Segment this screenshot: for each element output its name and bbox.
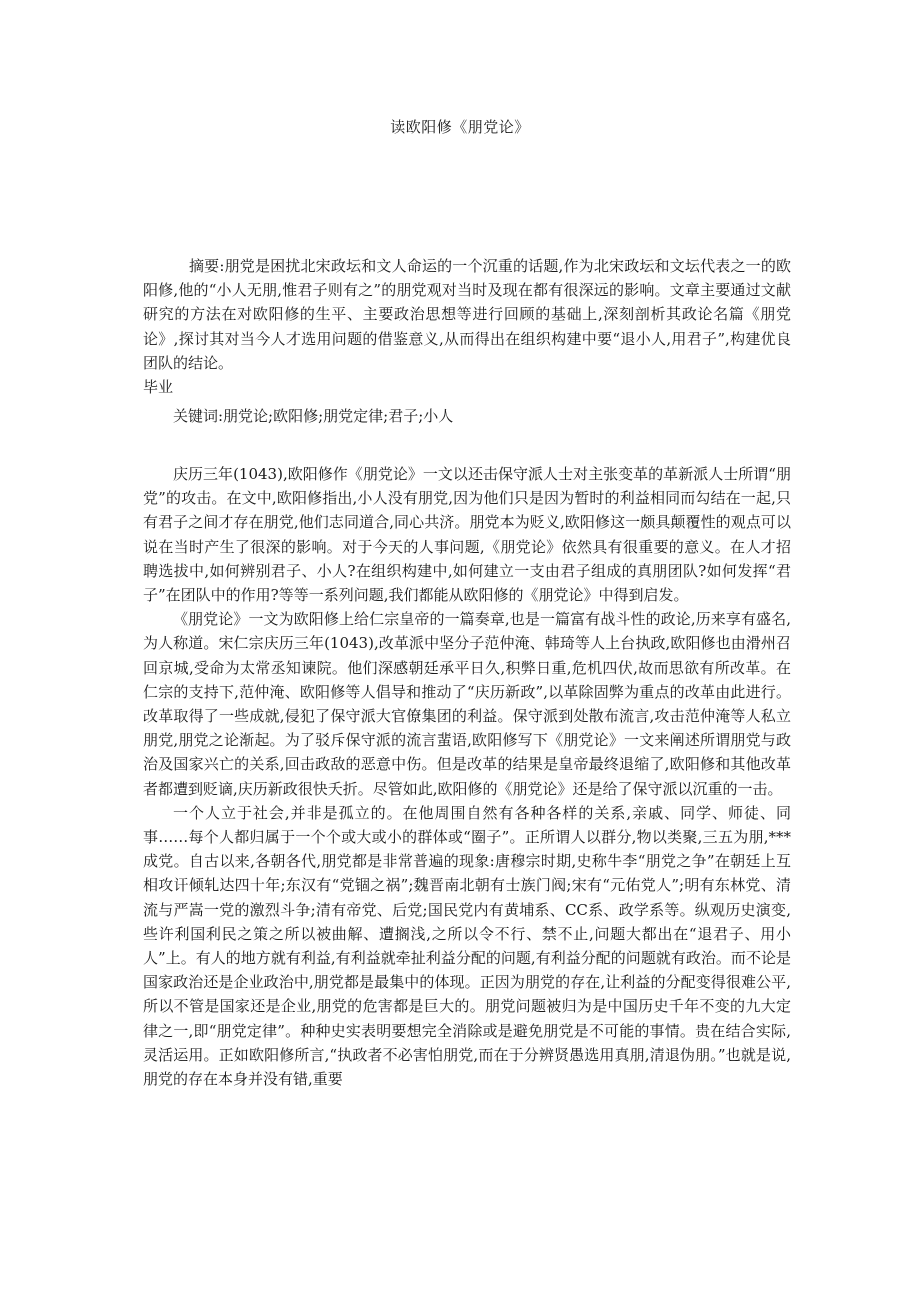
abstract-section	[143, 254, 791, 428]
body-paragraph-3: 一个人立于社会,并非是孤立的。在他周围自然有各种各样的关系,亲戚、同学、师徒、同事……每个人都归属于一个个或大或小的群体或“圈子”。正所谓人以群分,物以类聚,三五为朋,***成党。自古以来,各朝各代,朋党都是非常普遍的现象:唐穆宗时期,史称牛李“朋党之争”在朝廷上互相攻讦倾轧达四十年;东汉有“党锢之祸”;魏晋南北朝有士族门阀;宋有“元佑党人”;明有东林党、清流与严嵩一党的激烈斗争;清有帝党、后党;国民党内有黄埔系、CC系、政学系等。纵观历史演变,些许利国利民之策之所以被曲解、遭搁浅,之所以令不行、禁不止,问题大都出在“退君子、用小人”上。有人的地方就有利益,有利益就牵扯利益分配的问题,有利益分配的问题就有政治。而不论是国家政治还是企业政治中,朋党都是最集中的体现。正因为朋党的存在,让利益的分配变得很难公平,所以不管是国家还是企业,朋党的危害都是巨大的。朋党问题被归为是中国历史千年不变的九大定律之一,即“朋党定律”。种种史实表明要想完全消除或是避免朋党是不可能的事情。贵在结合实际,灵活运用。正如欧阳修所言,“执政者不必害怕朋党,而在于分辨贤愚选用真朋,清退伪朋。”也就是说,朋党的存在本身并没有错,重要	[143, 803, 791, 1089]
keywords-line: 关键词:朋党论;欧阳修;朋党定律;君子;小人	[173, 407, 454, 426]
document-title: 读欧阳修《朋党论》	[390, 118, 530, 136]
abstract-text: 摘要:朋党是困扰北宋政坛和文人命运的一个沉重的话题,作为北宋政坛和文坛代表之一的欧阳修,他的“小人无朋,惟君子则有之”的朋党观对当时及现在都有很深远的影响。文章主要通过文献研究的方法在对欧阳修的生平、主要政治思想等进行回顾的基础上,深刻剖析其政论名篇《朋党论》,探讨其对当今人才选用问题的借鉴意义,从而得出在组织构建中要“退小人,用君子”,构建优良团队的结论。	[143, 257, 791, 372]
section-label: 毕业	[143, 378, 174, 397]
body-paragraph-2: 《朋党论》一文为欧阳修上给仁宗皇帝的一篇奏章,也是一篇富有战斗性的政论,历来享有盛名,为人称道。宋仁宗庆历三年(1043),改革派中坚分子范仲淹、韩琦等人上台执政,欧阳修也由滑州召回京城,受命为太常丞知谏院。他们深感朝廷承平日久,积弊日重,危机四伏,故而思欲有所改革。在仁宗的支持下,范仲淹、欧阳修等人倡导和推动了“庆历新政”,以革除固弊为重点的改革由此进行。改革取得了一些成就,侵犯了保守派大官僚集团的利益。保守派到处散布流言,攻击范仲淹等人私立朋党,朋党之论渐起。为了驳斥保守派的流言蜚语,欧阳修写下《朋党论》一文来阐述所谓朋党与政治及国家兴亡的关系,回击政敌的恶意中伤。但是改革的结果是皇帝最终退缩了,欧阳修和其他改革者都遭到贬谪,庆历新政很快夭折。尽管如此,欧阳修的《朋党论》还是给了保守派以沉重的一击。	[143, 610, 791, 798]
main-body	[143, 462, 791, 1091]
body-paragraph-1: 庆历三年(1043),欧阳修作《朋党论》一文以还击保守派人士对主张变革的革新派人士所谓“朋党”的攻击。在文中,欧阳修指出,小人没有朋党,因为他们只是因为暂时的利益相同而勾结在一起,只有君子之间才存在朋党,他们志同道合,同心共济。朋党本为贬义,欧阳修这一颇具颠覆性的观点可以说在当时产生了很深的影响。对于今天的人事问题,《朋党论》依然具有很重要的意义。在人才招聘选拔中,如何辨别君子、小人?在组织构建中,如何建立一支由君子组成的真朋团队?如何发挥“君子”在团队中的作用?等等一系列问题,我们都能从欧阳修的《朋党论》中得到启发。	[143, 465, 791, 605]
